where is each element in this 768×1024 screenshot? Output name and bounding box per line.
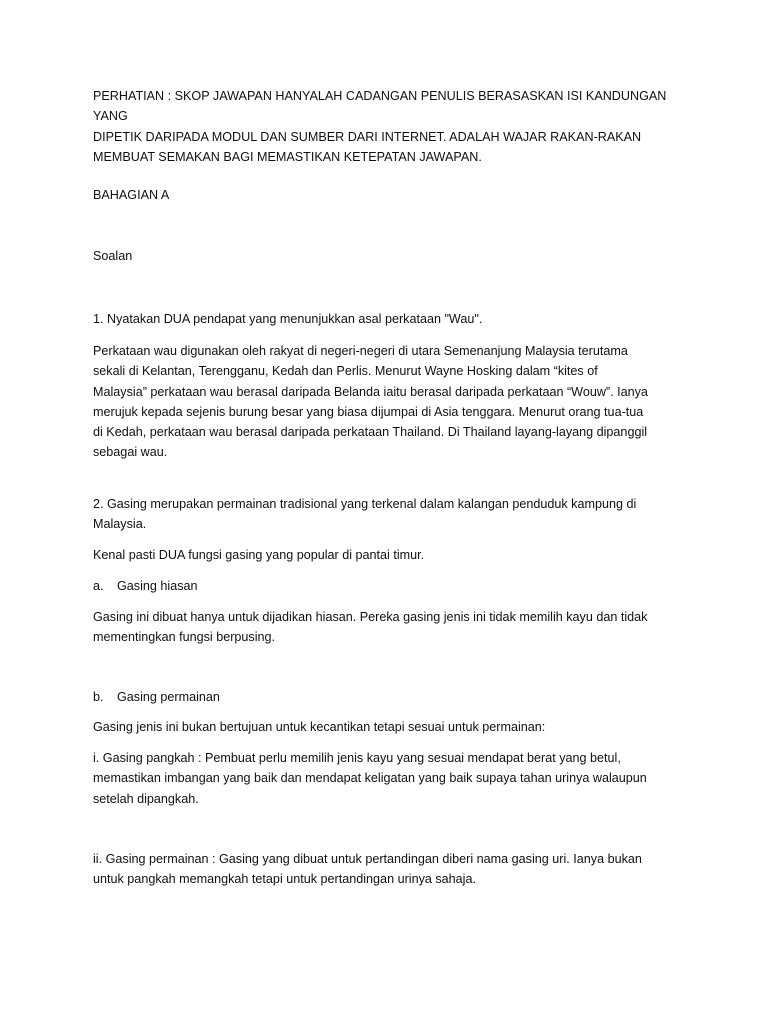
- notice-line: PERHATIAN : SKOP JAWAPAN HANYALAH CADANGAN PENULIS BERASASKAN ISI KANDUNGAN YANG: [93, 89, 667, 124]
- description-line: mementingkan fungsi berpusing.: [93, 630, 276, 645]
- sub-item-line: setelah dipangkah.: [93, 791, 199, 806]
- item-b-heading: [93, 687, 683, 707]
- item-b-title: Gasing permainan: [117, 690, 220, 704]
- notice-line: MEMBUAT SEMAKAN BAGI MEMASTIKAN KETEPATAN JAWAPAN.: [93, 149, 482, 164]
- item-b-description: Gasing jenis ini bukan bertujuan untuk kecantikan tetapi sesuai untuk permainan:: [93, 720, 546, 734]
- item-a-label: a.: [93, 579, 104, 593]
- item-a-description: [93, 607, 683, 648]
- section-title: BAHAGIAN A: [93, 188, 170, 202]
- sub-item-i: [93, 748, 683, 809]
- description-line: Gasing ini dibuat hanya untuk dijadikan hiasan. Pereka gasing jenis ini tidak memilih kayu dan tidak: [93, 610, 648, 624]
- answer-line: sekali di Kelantan, Terengganu, Kedah dan Perlis. Menurut Wayne Hosking dalam “kites of: [93, 364, 598, 379]
- question-2-instruction: Kenal pasti DUA fungsi gasing yang popular di pantai timur.: [93, 548, 425, 562]
- answer-line: di Kedah, perkataan wau berasal daripada perkataan Thailand. Di Thailand layang-layang dipanggil: [93, 425, 648, 440]
- notice-paragraph: [93, 86, 683, 167]
- answer-line: sebagai wau.: [93, 445, 168, 460]
- item-a-title: Gasing hiasan: [117, 579, 198, 593]
- question-2: [93, 494, 683, 535]
- sub-item-line: i. Gasing pangkah : Pembuat perlu memilih jenis kayu yang sesuai mendapat berat yang betul,: [93, 751, 621, 765]
- question-line: Malaysia.: [93, 517, 147, 532]
- sub-item-line: ii. Gasing permainan : Gasing yang dibuat untuk pertandingan diberi nama gasing uri. Ianya bukan: [93, 852, 642, 866]
- soalan-label: Soalan: [93, 249, 133, 263]
- item-a-heading: [93, 576, 683, 596]
- answer-line: merujuk kepada sejenis burung besar yang biasa dijumpai di Asia tenggara. Menurut orang tua-tua: [93, 404, 644, 419]
- answer-1-paragraph: [93, 341, 683, 463]
- answer-line: Malaysia” perkataan wau berasal daripada Belanda iaitu berasal daripada perkataan “Wouw”. Ianya: [93, 384, 648, 399]
- question-1: 1. Nyatakan DUA pendapat yang menunjukkan asal perkataan "Wau".: [93, 312, 483, 326]
- item-b-label: b.: [93, 690, 104, 704]
- sub-item-ii: [93, 849, 683, 890]
- sub-item-line: memastikan imbangan yang baik dan mendapat keligatan yang baik supaya tahan urinya walaupun: [93, 771, 647, 786]
- question-line: 2. Gasing merupakan permainan tradisional yang terkenal dalam kalangan penduduk kampung di: [93, 497, 637, 511]
- notice-line: DIPETIK DARIPADA MODUL DAN SUMBER DARI INTERNET. ADALAH WAJAR RAKAN-RAKAN: [93, 129, 642, 144]
- answer-line: Perkataan wau digunakan oleh rakyat di negeri-negeri di utara Semenanjung Malaysia terutama: [93, 344, 628, 358]
- sub-item-line: untuk pangkah memangkah tetapi untuk pertandingan urinya sahaja.: [93, 872, 476, 887]
